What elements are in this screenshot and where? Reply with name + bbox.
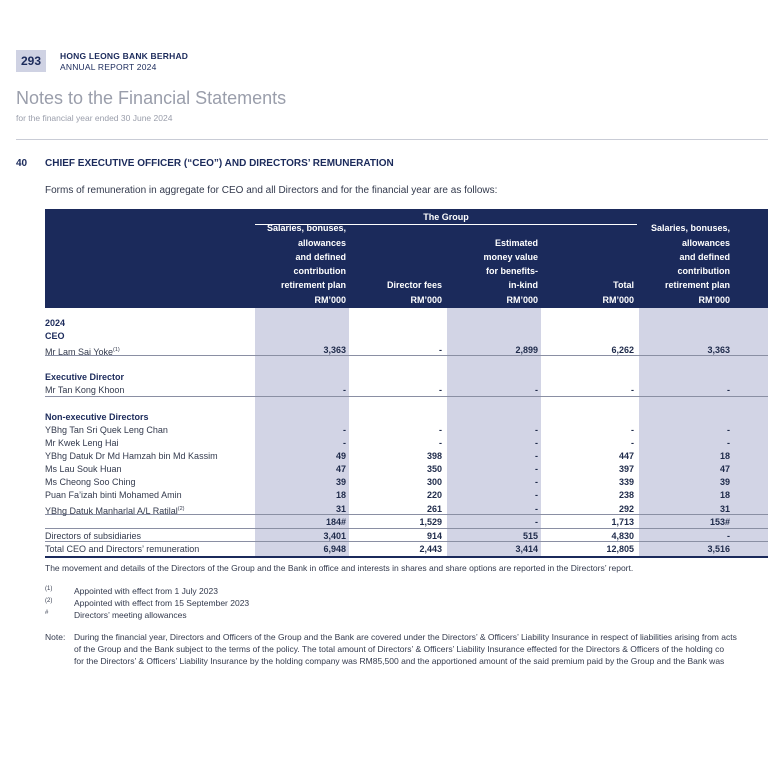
table-cell: -	[631, 425, 634, 435]
table-row	[45, 330, 768, 343]
table-row	[45, 371, 768, 384]
table-cell: 31	[335, 504, 346, 514]
table-row	[45, 344, 768, 357]
row-label-text: Executive Director	[45, 372, 125, 382]
table-cell: -	[727, 385, 730, 395]
column-header	[241, 225, 346, 307]
page-subtitle: for the financial year ended 30 June 2024	[16, 113, 173, 123]
row-label-text: Mr Kwek Leng Hai	[45, 438, 119, 448]
note-line-3: for the Directors’ & Officers’ Liability Insurance by the holding company was RM85,500 and the apportioned amount of the said premium paid by the Group and the Bank was	[74, 656, 725, 666]
table-cell: 47	[335, 464, 346, 474]
table-cell: 12,805	[606, 544, 634, 554]
row-label	[45, 530, 141, 543]
row-label	[45, 543, 199, 556]
table-cell: 3,516	[707, 544, 730, 554]
column-header-line: RM’000	[602, 294, 634, 305]
table-cell: 292	[618, 504, 634, 514]
table-row	[45, 476, 768, 489]
table-cell: 220	[426, 490, 442, 500]
table-cell: -	[535, 517, 538, 527]
row-label	[45, 384, 124, 397]
table-cell: -	[439, 345, 442, 355]
table-cell: -	[535, 438, 538, 448]
row-label-text: YBhg Tan Sri Quek Leng Chan	[45, 425, 168, 435]
table-row	[45, 463, 768, 476]
table-cell: 39	[335, 477, 346, 487]
column-header-line: Total	[613, 280, 634, 291]
table-cell: 18	[335, 490, 346, 500]
note-line-2: of the Group and the Bank subject to the terms of the policy. The total amount of Directors’ & Officers’ Liability Insurance effected for the Directors & Officers of the holding co	[74, 644, 725, 654]
table-cell: 3,401	[323, 531, 346, 541]
table-cell: -	[535, 477, 538, 487]
row-label	[45, 330, 65, 343]
row-label	[45, 411, 149, 424]
table-cell: 1,529	[419, 517, 442, 527]
column-header-line: RM’000	[698, 294, 730, 305]
row-label-text: Directors of subsidiaries	[45, 531, 142, 541]
table-cell: -	[631, 385, 634, 395]
column-header-line: contribution	[677, 266, 730, 277]
row-label-text: Mr Lam Sai Yoke	[45, 347, 114, 357]
header-divider	[16, 139, 768, 140]
table-cell: 4,830	[611, 531, 634, 541]
table-cell: -	[535, 451, 538, 461]
table-cell: 47	[719, 464, 730, 474]
table-cell: -	[343, 385, 346, 395]
table-cell: 2,443	[419, 544, 442, 554]
row-label	[45, 489, 182, 502]
column-header-line: money value	[483, 251, 538, 262]
row-label	[45, 424, 168, 437]
table-row	[45, 543, 768, 556]
column-header-line: Estimated	[494, 237, 538, 248]
note-line-1: During the financial year, Directors and Officers of the Group and the Bank are covered under the Directors’ & Officers’ Liability Insurance in respect of liabilities arising from acts	[74, 632, 737, 642]
row-label-text: Non-executive Directors	[45, 412, 149, 422]
table-cell: 447	[618, 451, 634, 461]
table-cell: 18	[719, 451, 730, 461]
bank-name: HONG LEONG BANK BERHAD	[60, 51, 189, 61]
footnote-text: Directors’ meeting allowances	[74, 610, 187, 620]
table-cell: -	[727, 425, 730, 435]
table-cell: 1,713	[611, 517, 634, 527]
row-label	[45, 317, 65, 330]
column-header-line: retirement plan	[664, 280, 730, 291]
footnote-ref: (2)	[177, 506, 185, 512]
column-header-line: and defined	[679, 251, 730, 262]
table-cell: -	[343, 425, 346, 435]
footnote-ref: (1)	[113, 347, 120, 353]
column-header-line: and defined	[295, 251, 346, 262]
table-cell: 18	[719, 490, 730, 500]
table-cell: 238	[618, 490, 634, 500]
table-cell: 153#	[709, 517, 730, 527]
table-row	[45, 503, 768, 516]
table-cell: -	[343, 438, 346, 448]
row-label-text: Ms Lau Souk Huan	[45, 464, 122, 474]
table-row	[45, 424, 768, 437]
column-header-line: for benefits-	[485, 266, 538, 277]
table-row	[45, 384, 768, 397]
row-label	[45, 437, 119, 450]
table-row	[45, 530, 768, 543]
page-number: 293	[16, 50, 46, 72]
footnote-mark: (1)	[45, 586, 53, 592]
row-label	[45, 371, 124, 384]
column-header-line: RM’000	[314, 294, 346, 305]
table-row	[45, 516, 768, 529]
table-cell: -	[535, 464, 538, 474]
row-label	[45, 344, 120, 359]
table-cell: -	[535, 385, 538, 395]
footnote-text: Appointed with effect from 1 July 2023	[74, 586, 218, 596]
column-header	[448, 225, 538, 307]
remuneration-table	[45, 209, 768, 558]
section-title: CHIEF EXECUTIVE OFFICER (“CEO”) AND DIRECTORS’ REMUNERATION	[45, 158, 394, 169]
table-cell: 49	[335, 451, 346, 461]
row-label-text: Puan Fa’izah binti Mohamed Amin	[45, 490, 182, 500]
row-label-text: CEO	[45, 331, 65, 341]
column-header-line: RM’000	[506, 294, 538, 305]
footnote-text: Appointed with effect from 15 September 2023	[74, 598, 250, 608]
movement-note: The movement and details of the Directors of the Group and the Bank in office and interests in shares and share options are reported in the Directors’ report.	[45, 563, 634, 573]
row-label-text: Mr Tan Kong Khoon	[45, 385, 125, 395]
table-cell: 3,363	[707, 345, 730, 355]
footnote-mark: (2)	[45, 598, 53, 604]
column-header	[352, 225, 442, 307]
table-cell: -	[535, 490, 538, 500]
table-cell: -	[727, 438, 730, 448]
column-header-line: RM’000	[410, 294, 442, 305]
table-cell: -	[535, 425, 538, 435]
table-cell: 3,363	[323, 345, 346, 355]
table-row	[45, 489, 768, 502]
table-cell: 6,262	[611, 345, 634, 355]
column-header-line: allowances	[297, 237, 346, 248]
table-cell: 515	[522, 531, 538, 541]
column-header-line: in-kind	[508, 280, 538, 291]
row-divider	[45, 556, 768, 558]
table-cell: 31	[719, 504, 730, 514]
table-cell: -	[727, 531, 730, 541]
table-cell: 6,948	[323, 544, 346, 554]
row-label-text: YBhg Datuk Manharlal A/L Ratilal	[45, 506, 178, 516]
column-header-line: Salaries, bonuses,	[650, 223, 730, 234]
column-header-line: allowances	[681, 237, 730, 248]
table-cell: 184#	[325, 517, 346, 527]
table-row	[45, 437, 768, 450]
column-header-line: contribution	[293, 266, 346, 277]
row-label-text: Ms Cheong Soo Ching	[45, 477, 136, 487]
table-cell: 39	[719, 477, 730, 487]
report-name: ANNUAL REPORT 2024	[60, 62, 157, 72]
table-row	[45, 411, 768, 424]
table-cell: 3,414	[515, 544, 538, 554]
table-cell: 300	[426, 477, 442, 487]
page-title: Notes to the Financial Statements	[16, 88, 287, 108]
table-cell: 397	[618, 464, 634, 474]
column-header-line: Salaries, bonuses,	[266, 223, 346, 234]
table-cell: -	[631, 438, 634, 448]
table-cell: 2,899	[515, 345, 538, 355]
table-cell: 398	[426, 451, 442, 461]
table-cell: 350	[426, 464, 442, 474]
section-number: 40	[16, 158, 28, 169]
row-label	[45, 463, 122, 476]
row-label	[45, 450, 218, 463]
table-cell: -	[439, 385, 442, 395]
column-header	[625, 225, 730, 307]
table-cell: -	[535, 504, 538, 514]
section-intro: Forms of remuneration in aggregate for CEO and all Directors and for the financial year are as follows:	[45, 185, 498, 196]
group-label: The Group	[423, 212, 469, 222]
row-label	[45, 476, 136, 489]
row-label-text: 2024	[45, 318, 66, 328]
column-header-line: retirement plan	[280, 280, 346, 291]
row-label-text: Total CEO and Directors’ remuneration	[45, 544, 200, 554]
column-header	[544, 225, 634, 307]
row-label-text: YBhg Datuk Dr Md Hamzah bin Md Kassim	[45, 451, 218, 461]
footnote-mark: #	[45, 610, 49, 616]
table-cell: 914	[426, 531, 442, 541]
table-cell: 339	[618, 477, 634, 487]
table-cell: -	[439, 438, 442, 448]
table-row	[45, 450, 768, 463]
table-row	[45, 317, 768, 330]
note-label: Note:	[45, 632, 66, 642]
column-header-line: Director fees	[386, 280, 442, 291]
table-cell: 261	[426, 504, 442, 514]
table-cell: -	[439, 425, 442, 435]
